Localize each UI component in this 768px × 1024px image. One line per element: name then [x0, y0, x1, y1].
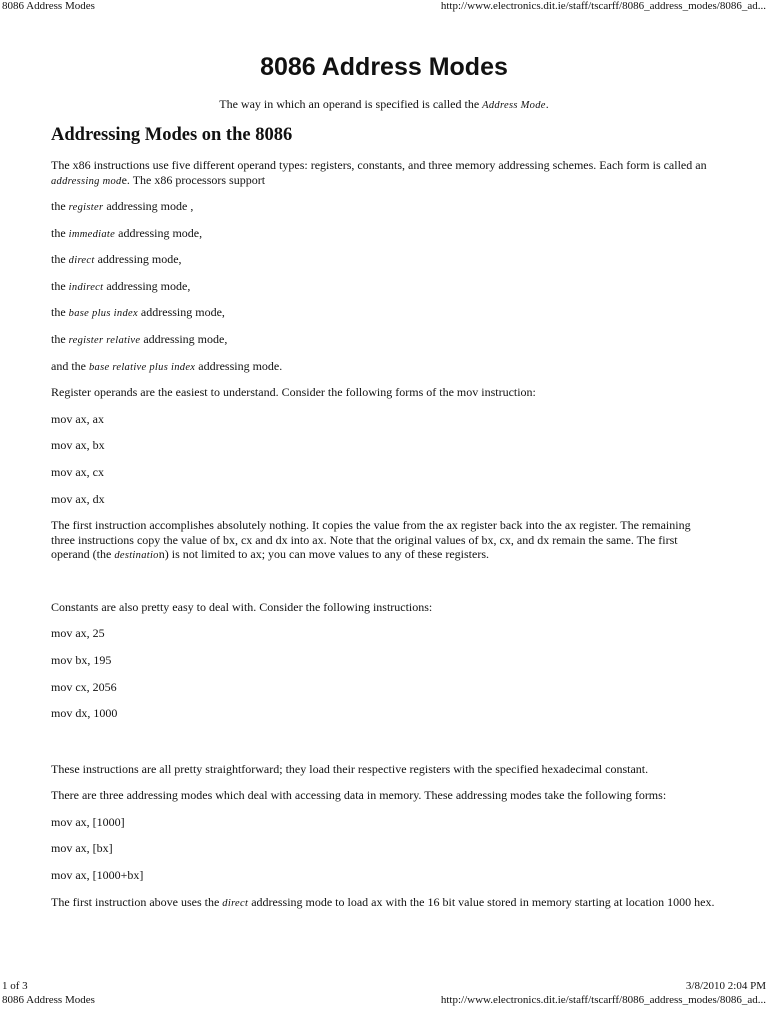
- list-item: the indirect addressing mode,: [51, 279, 191, 293]
- paragraph-first-instruction: The first instruction accomplishes absolutely nothing. It copies the value from the ax register back into the ax register. The remaining three instructions copy the value of bx, cx and dx into ax. Note that the original values of bx, cx, and dx remain the same. The first operand (the destination) is not limited to ax; you can move values to any of these registers.: [51, 518, 691, 561]
- footer-url: http://www.electronics.dit.ie/staff/tscarff/8086_address_modes/8086_ad...: [440, 994, 766, 1006]
- paragraph-operand-types: The x86 instructions use five different operand types: registers, constants, and three memory addressing schemes. Each form is called an addressing mode. The x86 processors support: [51, 158, 707, 187]
- list-item: the direct addressing mode,: [51, 252, 182, 266]
- page-number: 1 of 3: [2, 980, 28, 992]
- header-url: http://www.electronics.dit.ie/staff/tscarff/8086_address_modes/8086_ad...: [440, 0, 766, 12]
- list-item: the immediate addressing mode,: [51, 226, 203, 240]
- list-item: the base plus index addressing mode,: [51, 305, 225, 319]
- paragraph-constants: Constants are also pretty easy to deal with. Consider the following instructions:: [51, 600, 433, 614]
- section-heading: Addressing Modes on the 8086: [51, 125, 293, 145]
- paragraph-memory-modes: There are three addressing modes which deal with accessing data in memory. These addressing modes take the following forms:: [51, 788, 667, 802]
- code-line: mov ax, cx: [51, 465, 104, 479]
- print-datetime: 3/8/2010 2:04 PM: [685, 980, 766, 992]
- paragraph-direct-mode: The first instruction above uses the direct addressing mode to load ax with the 16 bit value stored in memory starting at location 1000 hex.: [51, 895, 715, 909]
- code-line: mov ax, ax: [51, 412, 104, 426]
- code-line: mov bx, 195: [51, 653, 112, 667]
- paragraph-straightforward: These instructions are all pretty straightforward; they load their respective registers with the specified hexadecimal constant.: [51, 762, 649, 776]
- code-line: mov ax, [1000+bx]: [51, 868, 144, 882]
- address-mode-term: Address Mode: [482, 100, 546, 111]
- page-title: 8086 Address Modes: [260, 53, 508, 81]
- list-item: the register addressing mode ,: [51, 199, 194, 213]
- print-footer: [0, 980, 768, 1010]
- code-line: mov cx, 2056: [51, 680, 117, 694]
- code-line: mov ax, bx: [51, 438, 105, 452]
- list-item: the register relative addressing mode,: [51, 332, 228, 346]
- header-title: 8086 Address Modes: [2, 0, 95, 12]
- code-line: mov ax, 25: [51, 626, 105, 640]
- code-line: mov ax, dx: [51, 492, 105, 506]
- footer-title: 8086 Address Modes: [2, 994, 95, 1006]
- code-line: mov ax, [1000]: [51, 815, 125, 829]
- code-line: mov ax, [bx]: [51, 841, 113, 855]
- paragraph-register-operands: Register operands are the easiest to understand. Consider the following forms of the mov instruction:: [51, 385, 536, 399]
- list-item: and the base relative plus index addressing mode.: [51, 359, 283, 373]
- intro-paragraph: The way in which an operand is specified is called the Address Mode.: [219, 97, 549, 111]
- code-line: mov dx, 1000: [51, 706, 118, 720]
